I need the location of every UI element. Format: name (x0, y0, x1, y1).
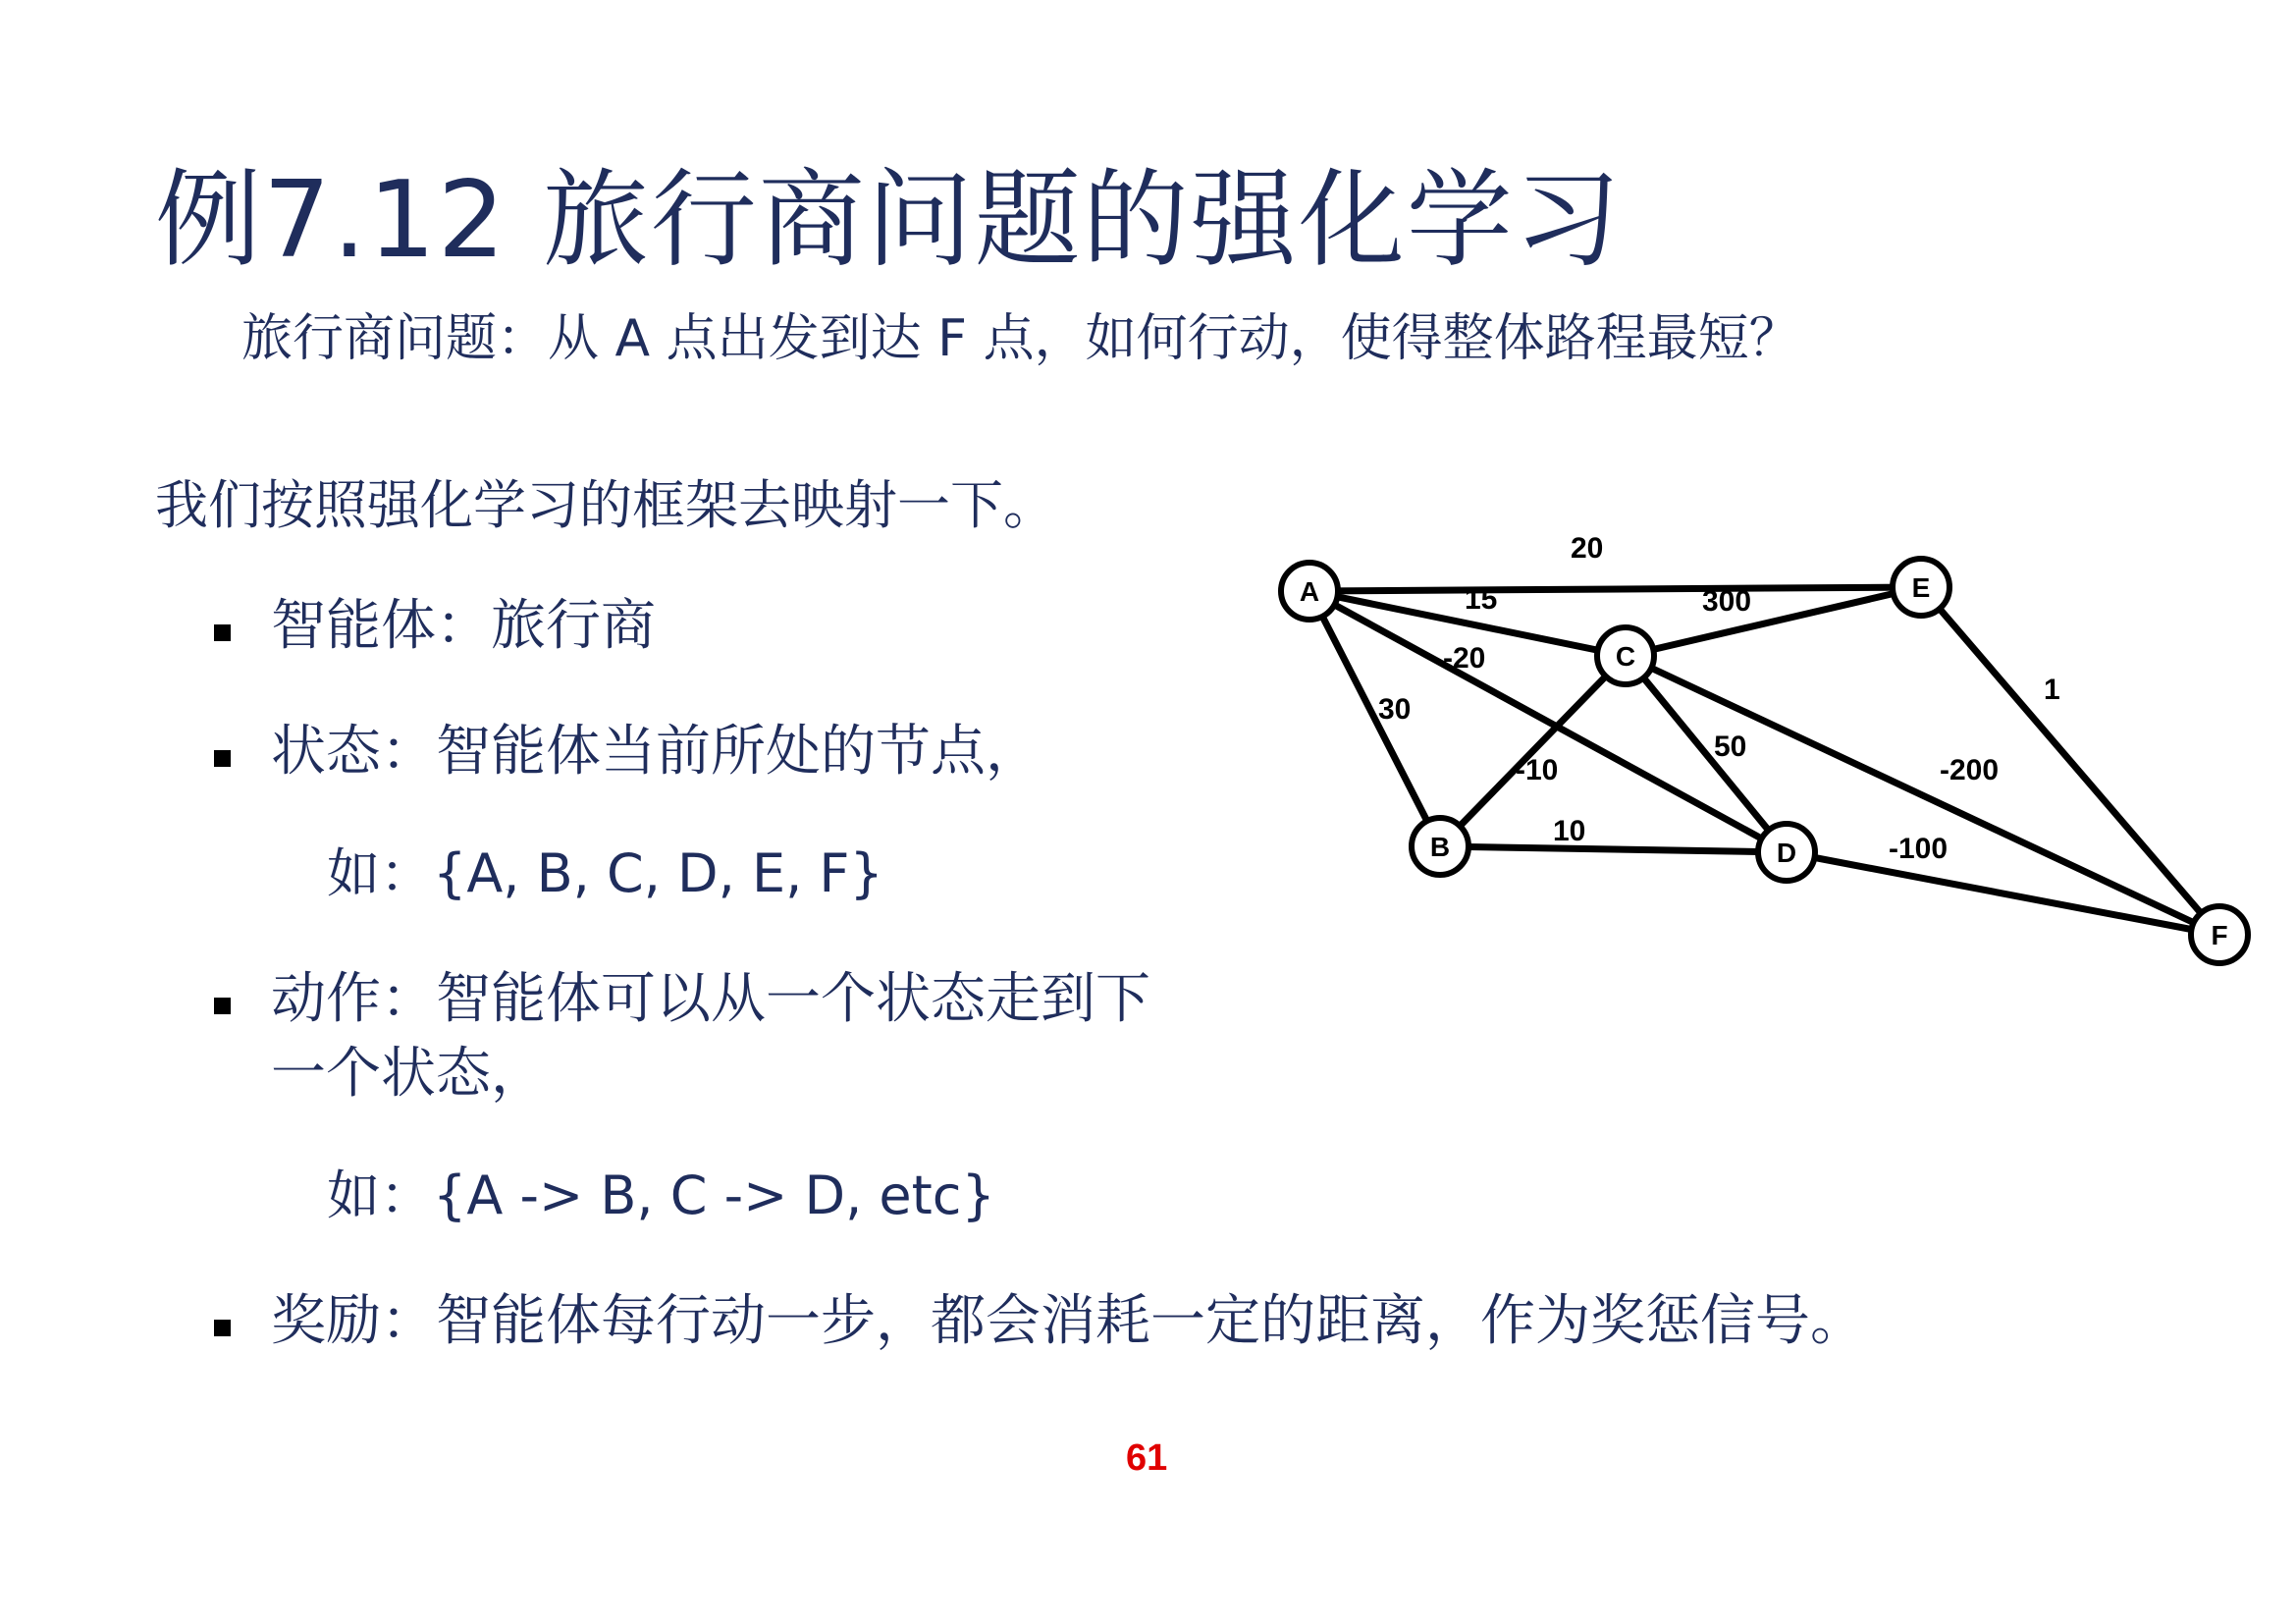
graph-edges (1309, 587, 2219, 935)
edge-b-d (1440, 846, 1787, 852)
bullet-text: 智能体：旅行商 (271, 594, 656, 658)
node-e (1893, 559, 1949, 616)
action-example: 如：{A -> B, C -> D, etc} (327, 1164, 995, 1226)
node-label: F (2211, 920, 2228, 950)
node-f (2191, 906, 2248, 963)
edge-weight-label: 10 (1553, 815, 1586, 847)
bullet-text: 奖励：智能体每行动一步，都会消耗一定的距离，作为奖惩信号。 (271, 1289, 1865, 1353)
edge-weight-label: 30 (1378, 693, 1412, 726)
bullet-square-icon (214, 998, 231, 1014)
bullet-text-line2: 一个状态， (271, 1042, 546, 1106)
edge-weight-label: 20 (1571, 532, 1604, 565)
bullet-square-icon (214, 1320, 231, 1336)
node-label: C (1615, 641, 1636, 672)
edge-c-d (1626, 656, 1787, 852)
slide-title: 例7.12 旅行商问题的强化学习 (155, 159, 1623, 282)
edge-weight-label: 300 (1702, 585, 1752, 618)
problem-statement: 旅行商问题：从 A 点出发到达 F 点，如何行动，使得整体路程最短？ (241, 309, 1800, 368)
bullet-square-icon (214, 624, 231, 641)
node-b (1412, 818, 1468, 875)
edge-weight-label: 1 (2044, 674, 2060, 706)
node-c (1597, 627, 1654, 684)
edge-c-f (1626, 656, 2219, 935)
edge-weight-label: -10 (1516, 754, 1559, 786)
edge-weight-label: -100 (1889, 833, 1949, 865)
edge-weight-label: 50 (1714, 731, 1747, 763)
edge-d-f (1787, 852, 2219, 935)
edge-a-e (1309, 587, 1921, 591)
graph-nodes (1281, 559, 2248, 963)
tsp-graph-diagram (1237, 491, 2296, 1021)
bullet-text-line1: 动作：智能体可以从一个状态走到下 (271, 967, 1150, 1031)
bullet-square-icon (214, 750, 231, 767)
node-d (1758, 824, 1815, 881)
node-label: A (1299, 576, 1320, 607)
state-example: 如：{A, B, C, D, E, F} (327, 842, 883, 904)
node-label: B (1429, 832, 1451, 862)
intro-text: 我们按照强化学习的框架去映射一下。 (155, 474, 1056, 536)
edge-weight-label: 15 (1465, 583, 1498, 616)
node-a (1281, 563, 1338, 620)
bullet-text: 状态：智能体当前所处的节点， (271, 720, 1041, 784)
edge-c-e (1626, 587, 1921, 656)
edge-weight-label: -200 (1940, 754, 2000, 786)
node-label: D (1776, 838, 1797, 868)
edge-weight-label: -20 (1443, 642, 1486, 675)
node-label: E (1911, 572, 1931, 603)
page-number: 61 (1126, 1437, 1168, 1479)
